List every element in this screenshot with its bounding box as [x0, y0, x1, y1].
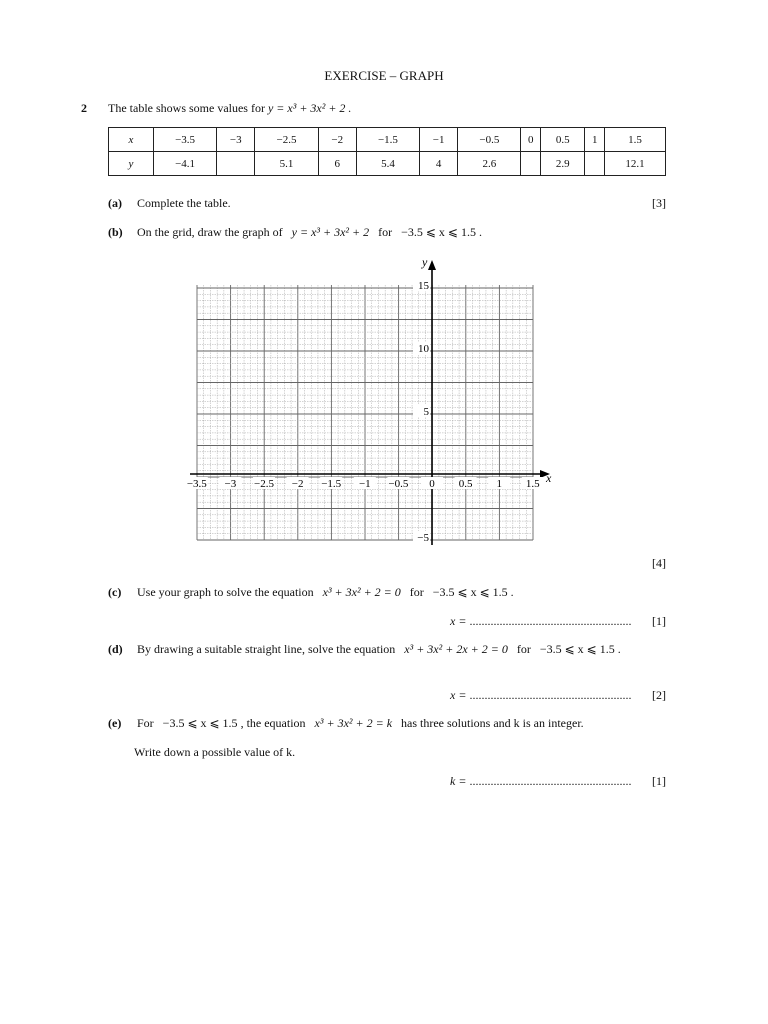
part-d-for: for	[516, 642, 531, 656]
part-d-answer-line[interactable]	[450, 688, 631, 703]
table-cell-y: 5.1	[255, 152, 318, 176]
y-axis-label: y	[422, 255, 428, 269]
part-e-answer-label: k =	[450, 774, 467, 788]
y-tick-label: −5	[417, 532, 429, 544]
part-a	[108, 196, 231, 211]
table-cell-y[interactable]	[521, 152, 541, 176]
axes	[190, 255, 552, 545]
table-cell-x: −2.5	[255, 128, 318, 152]
table-cell-y: 12.1	[604, 152, 665, 176]
question-intro-equation: y = x³ + 3x² + 2 .	[267, 101, 352, 115]
part-e-line2: Write down a possible value of k.	[134, 745, 296, 759]
part-e-answer-line[interactable]	[450, 774, 631, 789]
table-header-y: y	[109, 152, 154, 176]
part-c-answer-dots[interactable]: ......................................................	[469, 614, 632, 628]
part-e-label: (e)	[108, 716, 122, 730]
table-cell-x: 1.5	[604, 128, 665, 152]
table-cell-y: 2.6	[458, 152, 521, 176]
part-c-range: −3.5 ⩽ x ⩽ 1.5 .	[432, 585, 514, 599]
x-tick-label: −1.5	[321, 478, 342, 490]
part-b-range: −3.5 ⩽ x ⩽ 1.5 .	[401, 225, 482, 239]
part-c-answer-line[interactable]	[450, 614, 631, 629]
part-d-answer-dots[interactable]: ......................................................	[469, 688, 632, 702]
part-d-equation: x³ + 3x² + 2x + 2 = 0	[404, 642, 508, 656]
part-d-text: By drawing a suitable straight line, solve the equation	[137, 642, 396, 656]
graph-grid[interactable]	[180, 252, 560, 547]
x-tick-label: −3	[224, 478, 237, 490]
grid-lines	[197, 285, 533, 540]
table-cell-x: −3	[217, 128, 255, 152]
question-intro-text: The table shows some values for	[108, 101, 265, 115]
page-title: EXERCISE – GRAPH	[324, 68, 444, 83]
question-number: 2	[81, 101, 87, 115]
x-axis-label: x	[546, 471, 552, 485]
y-tick-label: 15	[418, 280, 429, 292]
part-b	[108, 225, 482, 240]
y-tick-label: 5	[423, 406, 429, 418]
part-b-text: On the grid, draw the graph of	[137, 225, 283, 239]
part-c-answer-label: x =	[450, 614, 467, 628]
part-a-label: (a)	[108, 196, 122, 210]
table-cell-x: 1	[585, 128, 605, 152]
table-cell-y: 2.9	[541, 152, 585, 176]
table-cell-x: 0.5	[541, 128, 585, 152]
table-cell-x: −3.5	[154, 128, 217, 152]
part-c-equation: x³ + 3x² + 2 = 0	[322, 585, 401, 599]
table-row-y	[109, 152, 666, 176]
part-d	[108, 642, 621, 657]
part-c-for: for	[409, 585, 424, 599]
table-cell-y[interactable]	[217, 152, 255, 176]
part-c-label: (c)	[108, 585, 122, 599]
table-row-x	[109, 128, 666, 152]
part-b-label: (b)	[108, 225, 123, 239]
part-e-mark: [1]	[652, 774, 666, 788]
table-cell-x: 0	[521, 128, 541, 152]
table-cell-y: 5.4	[356, 152, 419, 176]
part-c-text: Use your graph to solve the equation	[137, 585, 314, 599]
x-tick-label: −3.5	[186, 478, 207, 490]
x-tick-label: 1	[496, 478, 502, 490]
part-c	[108, 585, 514, 600]
part-a-text: Complete the table.	[137, 196, 231, 210]
x-tick-label: −0.5	[388, 478, 409, 490]
x-tick-label: −1	[358, 478, 371, 490]
x-tick-label: 1.5	[525, 478, 540, 490]
table-cell-x: −1.5	[356, 128, 419, 152]
part-e-range: −3.5 ⩽ x ⩽ 1.5	[162, 716, 238, 730]
values-table	[108, 127, 666, 176]
x-tick-label: 0.5	[458, 478, 473, 490]
table-cell-y: 4	[420, 152, 458, 176]
part-e-equation: x³ + 3x² + 2 = k	[314, 716, 393, 730]
part-e-for: For	[137, 716, 154, 730]
part-d-answer-label: x =	[450, 688, 467, 702]
part-b-equation: y = x³ + 3x² + 2	[291, 225, 370, 239]
part-e-end: has three solutions and k is an integer.	[401, 716, 584, 730]
part-e	[108, 716, 584, 731]
part-c-mark: [1]	[652, 614, 666, 628]
table-cell-y: −4.1	[154, 152, 217, 176]
question-intro	[108, 101, 351, 116]
table-cell-x: −1	[420, 128, 458, 152]
part-b-for: for	[378, 225, 393, 239]
part-d-range: −3.5 ⩽ x ⩽ 1.5 .	[539, 642, 621, 656]
y-tick-label: 10	[418, 343, 429, 355]
table-cell-x: −0.5	[458, 128, 521, 152]
part-d-mark: [2]	[652, 688, 666, 702]
part-d-label: (d)	[108, 642, 123, 656]
part-a-mark: [3]	[652, 196, 666, 210]
y-axis-arrow-icon	[428, 260, 436, 270]
table-cell-x: −2	[318, 128, 356, 152]
x-tick-label: −2.5	[254, 478, 274, 490]
part-e-mid: , the equation	[240, 716, 306, 730]
table-header-x: x	[109, 128, 154, 152]
part-b-mark: [4]	[652, 556, 666, 570]
x-tick-label: −2	[291, 478, 304, 490]
table-cell-y: 6	[318, 152, 356, 176]
x-tick-label: 0	[429, 478, 435, 490]
part-e-answer-dots[interactable]: ......................................................	[469, 774, 632, 788]
table-cell-y[interactable]	[585, 152, 605, 176]
